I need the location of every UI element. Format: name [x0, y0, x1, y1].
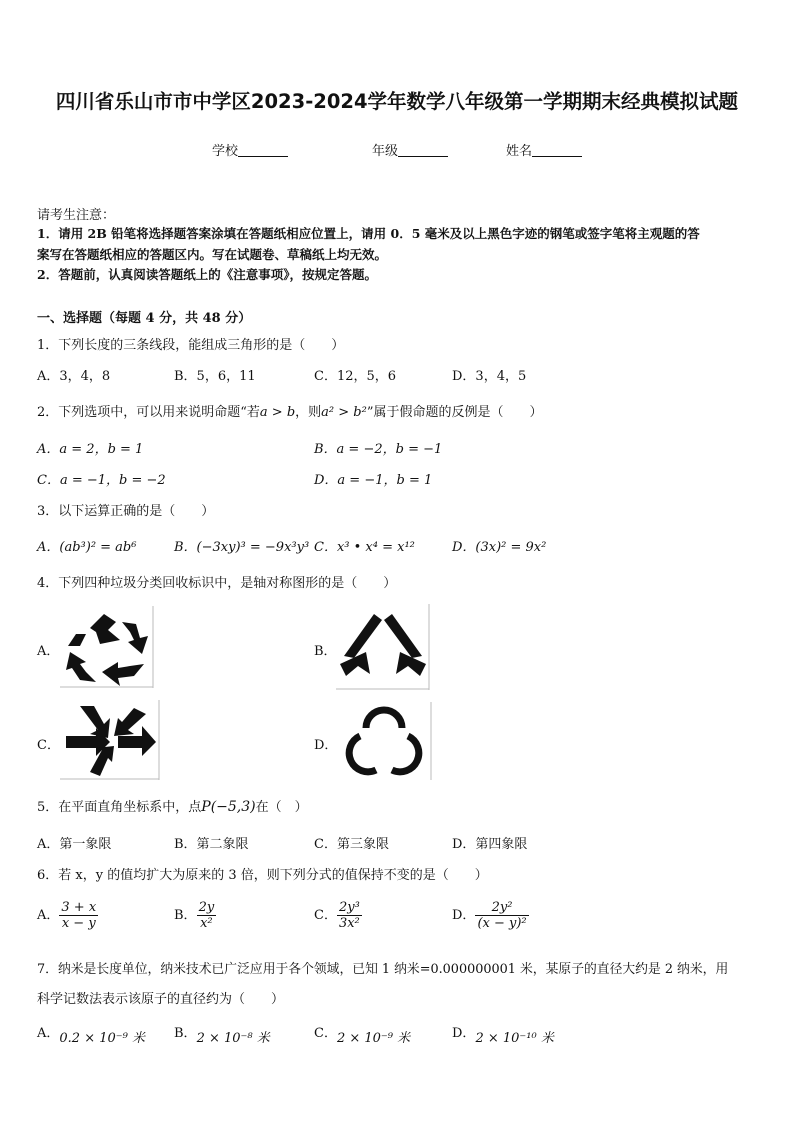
trefoil-rings-icon	[336, 702, 432, 780]
q4-option-b: B．	[314, 644, 337, 659]
notice-heading: 请考生注意：	[37, 208, 116, 223]
q4-option-a: A．	[37, 644, 60, 659]
q2-option-c: C．a = −1，b = −2	[37, 473, 166, 488]
school-field: 学校	[212, 140, 288, 159]
q1-option-b: B．5，6，11	[174, 369, 256, 384]
q4-stem: 4．下列四种垃圾分类回收标识中，是轴对称图形的是（ ）	[37, 576, 397, 591]
q3-option-d: D．(3x)² = 9x²	[452, 540, 547, 555]
q6-option-c: C． $\frac{\text{2y³}}{\text{3x²}}$	[314, 900, 360, 931]
q3-option-a: A．(ab³)² = ab⁶	[37, 540, 137, 555]
notice-line-1a: 1．请用 2B 铅笔将选择题答案涂填在答题纸相应位置上，请用 0．5 毫米及以上黑色字迹的钢笔或签字笔将主观题的答	[37, 226, 700, 241]
q3-option-b: B．(−3xy)³ = −9x³y³	[174, 540, 310, 555]
q2-option-b: B．a = −2，b = −1	[314, 442, 443, 457]
q5-option-d: D．第四象限	[452, 837, 528, 852]
q7-option-d: D．2 × 10⁻¹⁰ 米	[452, 1026, 554, 1046]
q6-option-a: A． $\frac{3 + x}{x - y}$	[37, 900, 97, 931]
q6-option-b: B． $\frac{2y}{\text{x²}}$	[174, 900, 215, 931]
q5-option-c: C．第三象限	[314, 837, 389, 852]
grade-field: 年级	[372, 140, 448, 159]
q3-stem: 3．以下运算正确的是（ ）	[37, 504, 215, 519]
q7-stem-line-1: 7．纳米是长度单位，纳米技术已广泛应用于各个领域，已知 1 纳米=0.000000001 米，某原子的直径大约是 2 纳米，用	[37, 962, 729, 977]
q7-option-b: B．2 × 10⁻⁸ 米	[174, 1026, 270, 1046]
q1-option-c: C．12，5，6	[314, 369, 397, 384]
q7-stem-line-2: 科学记数法表示该原子的直径约为（ ）	[37, 992, 285, 1007]
q6-stem: 6．若 x，y 的值均扩大为原来的 3 倍，则下列分式的值保持不变的是（ ）	[37, 868, 488, 883]
triangle-arrows-icon	[336, 604, 430, 690]
recycle-arrows-icon	[60, 606, 154, 688]
q1-option-d: D．3，4，5	[452, 369, 527, 384]
q4-option-d: D．	[314, 738, 338, 753]
q1-option-a: A．3，4，8	[37, 369, 111, 384]
q5-stem: 5．在平面直角坐标系中，点P(−5,3)在（ ）	[37, 799, 308, 815]
name-field: 姓名	[506, 140, 582, 159]
q5-option-a: A．第一象限	[37, 837, 112, 852]
q2-option-d: D．a = −1，b = 1	[314, 473, 433, 488]
q6-option-d: D． $\frac{\text{2y²}}{\text{(x − y)²}}$	[452, 900, 527, 931]
q7-option-c: C．2 × 10⁻⁹ 米	[314, 1026, 411, 1046]
q3-option-c: C．x³ • x⁴ = x¹²	[314, 540, 415, 555]
q4-option-c: C．	[37, 738, 60, 753]
q7-option-a: A．0.2 × 10⁻⁹ 米	[37, 1026, 145, 1046]
converging-arrows-icon	[60, 700, 160, 780]
q2-option-a: A．a = 2，b = 1	[37, 442, 144, 457]
q5-option-b: B．第二象限	[174, 837, 249, 852]
section-heading: 一、选择题（每题 4 分，共 48 分）	[37, 311, 252, 326]
page-title: 四川省乐山市市中学区2023-2024学年数学八年级第一学期期末经典模拟试题	[55, 90, 739, 113]
q1-stem: 1．下列长度的三条线段，能组成三角形的是（ ）	[37, 338, 345, 353]
q2-stem: 2．下列选项中，可以用来说明命题“若a > b，则a² > b²”属于假命题的反例是（ ）	[37, 405, 543, 420]
notice-line-1b: 案写在答题纸相应的答题区内。写在试题卷、草稿纸上均无效。	[37, 247, 388, 262]
notice-line-2: 2．答题前，认真阅读答题纸上的《注意事项》，按规定答题。	[37, 267, 377, 282]
